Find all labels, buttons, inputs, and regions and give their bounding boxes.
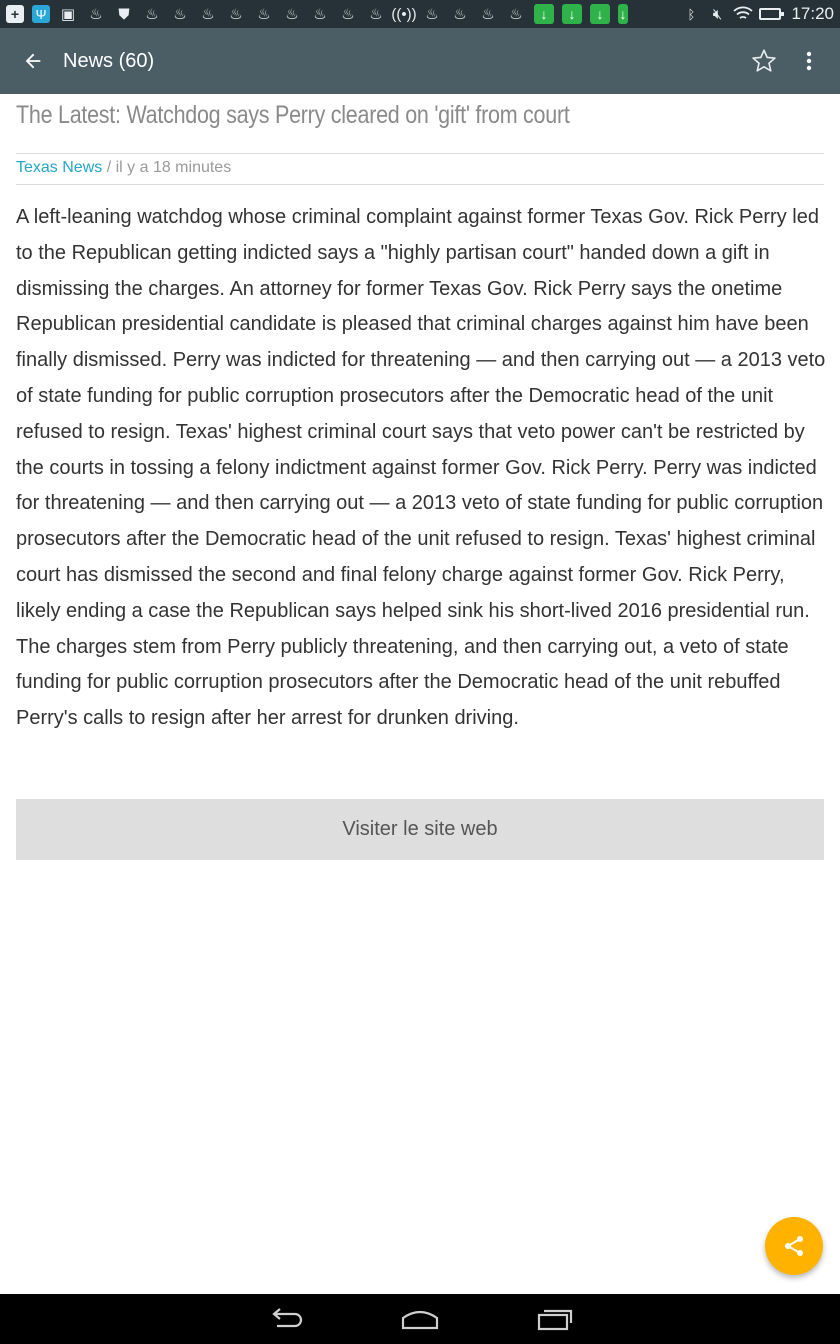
overflow-menu-button[interactable] [794,41,824,81]
flame-icon: ♨ [201,5,215,23]
article-body: A left-leaning watchdog whose criminal complaint against former Texas Gov. Rick Perry led to the Republican getting indicted says a "highly partisan court" handed down a gift in dismissing the charges. An attorney for former Texas Gov. Rick Perry says the onetime Republican presidential candidate is pleased that criminal charges against him have been finally dismissed. Perry was indicted for threatening — and then carrying out — a 2013 veto of state funding for public corruption prosecutors after the Democratic head of the unit refused to resign. Texas' highest criminal court says that veto power can't be restricted by the courts in tossing a felony indictment against former Gov. Rick Perry. Perry was indicted for threatening — and then carrying out — a 2013 veto of state funding for public corruption prosecutors after the Democratic head of the unit refused to resign. Texas' highest criminal court has dismissed the second and final felony charge against former Gov. Rick Perry, likely ending a case the Republican says helped sink his short-lived 2016 presidential run. The charges stem from Perry publicly threatening, and then carrying out, a veto of state funding for public corruption prosecutors after the Democratic head of the unit rebuffed Perry's calls to resign after her arrest for drunken driving. [16,206,826,730]
flame-icon: ♨ [145,5,159,23]
favorite-button[interactable] [744,41,784,81]
battery-icon [759,8,781,20]
download-icon: ↓ [619,6,627,22]
usb-icon: Ψ [32,5,50,23]
flame-icon: ♨ [229,5,243,23]
add-box-icon: + [6,5,24,23]
divider [16,184,824,185]
star-icon [750,47,778,75]
share-icon [782,1234,806,1258]
flame-icon: ♨ [509,5,523,23]
divider [16,153,824,154]
nav-home-icon [400,1308,440,1330]
nav-back-button[interactable] [255,1302,315,1336]
shield-icon: ⛊ [118,5,130,23]
download-icon: ↓ [562,4,582,24]
status-bar [0,0,840,28]
arrow-back-icon [22,50,44,72]
nav-home-button[interactable] [390,1302,450,1336]
page-title: News (60) [63,49,155,72]
wifi-icon [733,4,753,24]
download-icon: ↓ [590,4,610,24]
time-ago: il y a 18 minutes [115,159,232,176]
article-title: The Latest: Watchdog says Perry cleared on 'gift' from court [16,101,570,129]
share-button[interactable] [765,1217,823,1275]
source-link[interactable]: Texas News [16,159,103,176]
flame-icon: ♨ [341,5,355,23]
flame-icon: ♨ [481,5,495,23]
bluetooth-icon: ᛒ [687,6,696,22]
flame-icon: ♨ [89,5,103,23]
status-time: 17:20 [791,4,834,23]
nav-back-icon [265,1307,305,1331]
flame-icon: ♨ [425,5,439,23]
flame-icon: ♨ [369,5,383,23]
article-meta [16,159,231,177]
notification-icons [6,4,628,24]
visit-website-button[interactable]: Visiter le site web [16,799,824,860]
system-icons [681,4,834,24]
image-icon: ▣ [60,5,76,23]
signal-broadcast-icon: ((•)) [391,5,417,23]
nav-recents-icon [535,1307,575,1331]
flame-icon: ♨ [173,5,187,23]
nav-recents-button[interactable] [525,1302,585,1336]
back-button[interactable] [8,36,58,86]
mute-icon: 🔇︎ [712,5,723,23]
flame-icon: ♨ [257,5,271,23]
more-vert-icon [806,51,812,71]
flame-icon: ♨ [313,5,327,23]
app-bar [0,28,840,94]
flame-icon: ♨ [453,5,467,23]
flame-icon: ♨ [285,5,299,23]
download-icon: ↓ [534,4,554,24]
meta-separator: / [102,159,116,176]
system-nav-bar [0,1294,840,1344]
